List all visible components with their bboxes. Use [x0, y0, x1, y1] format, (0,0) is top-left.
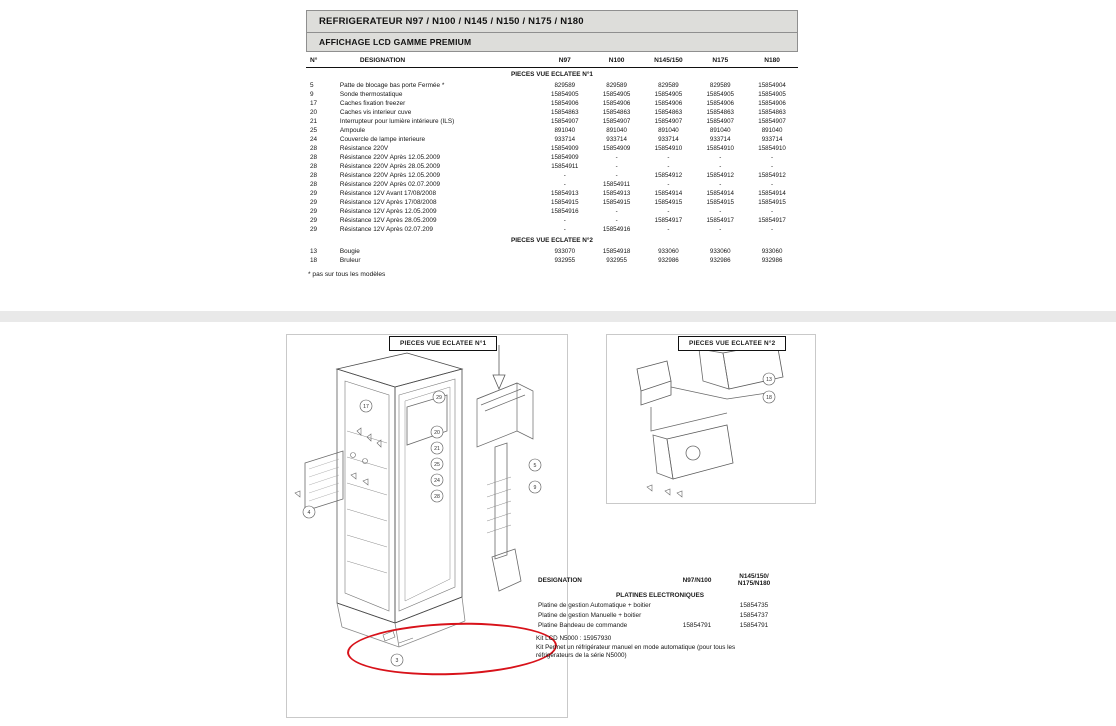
elec-header-row	[536, 572, 784, 589]
row-ref-value: 933714	[606, 136, 627, 143]
elec-row-value-n145: 15854791	[739, 621, 769, 629]
svg-text:13: 13	[766, 377, 772, 383]
row-ref-value: -	[563, 172, 566, 179]
elec-table-row	[536, 620, 784, 630]
row-ref-value: 932986	[761, 257, 783, 264]
row-ref-value: -	[667, 181, 670, 188]
table-row	[306, 108, 798, 117]
row-ref-value: 15854913	[551, 190, 579, 197]
table-row	[306, 126, 798, 135]
table-row	[306, 117, 798, 126]
svg-text:24: 24	[434, 478, 440, 484]
document-subtitle: AFFICHAGE LCD GAMME PREMIUM	[306, 33, 798, 52]
row-ref-value: 15854915	[551, 199, 579, 206]
col-header-designation: DESIGNATION	[336, 55, 539, 68]
row-ref-value: 15854913	[602, 190, 631, 197]
table-row	[306, 247, 798, 256]
row-designation: Caches fixation freezer	[339, 100, 406, 107]
row-ref-value: 15854906	[706, 100, 734, 107]
table-section-label: PIECES VUE ECLATEE N°2	[511, 237, 593, 244]
row-ref-value: 15854911	[603, 181, 631, 188]
row-ref-value: 932986	[658, 257, 679, 264]
table-section-label: PIECES VUE ECLATEE N°1	[511, 71, 593, 78]
row-ref-value: 932986	[709, 257, 731, 264]
row-ref-value: 15854916	[602, 226, 631, 233]
elec-section-header	[536, 589, 784, 601]
row-ref-value: -	[667, 154, 670, 161]
row-ref-value: 15854918	[602, 248, 631, 255]
row-ref-value: 15854909	[551, 154, 579, 161]
electronics-table	[536, 572, 784, 630]
row-ref-value: 15854911	[551, 163, 579, 170]
row-ref-value: 15854915	[602, 199, 631, 206]
row-ref-value: 15854915	[758, 199, 786, 206]
row-ref-value: 15854912	[758, 172, 786, 179]
svg-text:28: 28	[434, 494, 440, 500]
row-number: 9	[310, 91, 314, 98]
elec-col-line1: N145/150/	[739, 573, 769, 580]
row-ref-value: -	[615, 163, 618, 170]
row-ref-value: 933060	[761, 248, 783, 255]
row-designation: Patte de blocage bas porte Fermée *	[339, 82, 445, 89]
elec-col-n97-n100: N97/N100	[682, 576, 712, 584]
row-ref-value: 15854863	[551, 109, 579, 116]
row-designation: Résistance 12V Après 12.05.2009	[339, 208, 437, 215]
row-ref-value: 933714	[554, 136, 576, 143]
table-row	[306, 198, 798, 207]
col-header-n175: N175	[694, 55, 746, 68]
row-number: 20	[310, 109, 318, 116]
svg-text:4: 4	[307, 510, 311, 516]
row-ref-value: 15854906	[551, 100, 579, 107]
row-ref-value: 15854863	[758, 109, 786, 116]
row-number: 28	[310, 172, 318, 179]
row-ref-value: 15854906	[654, 100, 683, 107]
row-designation: Couvercle de lampe interieure	[339, 136, 426, 143]
elec-col-n145-n180	[724, 572, 784, 589]
row-ref-value: -	[667, 208, 670, 215]
row-ref-value: -	[771, 163, 774, 170]
row-designation: Résistance 220V Après 12.05.2009	[339, 154, 441, 161]
row-ref-value: 15854907	[758, 118, 786, 125]
row-designation: Résistance 12V Après 17/08/2008	[339, 199, 437, 206]
row-ref-value: 15854863	[706, 109, 734, 116]
svg-text:20: 20	[434, 430, 440, 436]
table-section-header	[306, 68, 798, 82]
row-number: 24	[310, 136, 318, 143]
row-number: 28	[310, 154, 318, 161]
row-ref-value: 15854912	[706, 172, 734, 179]
row-ref-value: 15854863	[654, 109, 683, 116]
row-designation: Résistance 220V	[339, 145, 389, 152]
panel-2-label: PIECES VUE ECLATEE N°2	[678, 336, 786, 351]
row-ref-value: 933714	[709, 136, 731, 143]
row-designation: Ampoule	[339, 127, 366, 134]
table-row	[306, 207, 798, 216]
row-designation: Résistance 12V Après 02.07.209	[339, 226, 433, 233]
row-ref-value: 15854907	[706, 118, 734, 125]
row-ref-value: 933714	[761, 136, 783, 143]
row-ref-value: 15854904	[758, 82, 786, 89]
row-ref-value: 15854910	[758, 145, 786, 152]
diagram-panel-2	[606, 334, 816, 504]
row-number: 28	[310, 181, 318, 188]
col-header-num: N°	[306, 55, 336, 68]
row-ref-value: 829589	[606, 82, 627, 89]
row-ref-value: 15854916	[551, 208, 579, 215]
row-ref-value: 15854910	[706, 145, 734, 152]
row-ref-value: 15854863	[602, 109, 631, 116]
row-designation: Résistance 220V Après 12.05.2009	[339, 172, 441, 179]
kit-note	[536, 635, 784, 661]
row-ref-value: 15854912	[654, 172, 683, 179]
svg-text:9: 9	[533, 485, 537, 491]
row-ref-value: -	[771, 208, 774, 215]
row-ref-value: -	[615, 217, 618, 224]
row-ref-value: -	[615, 154, 618, 161]
row-number: 29	[310, 226, 318, 233]
row-number: 13	[310, 248, 318, 255]
section-divider	[0, 311, 1116, 322]
document-title: REFRIGERATEUR N97 / N100 / N145 / N150 / N175 / N180	[306, 10, 798, 33]
row-ref-value: 15854905	[654, 91, 683, 98]
col-header-n180: N180	[746, 55, 798, 68]
table-row	[306, 180, 798, 189]
row-number: 18	[310, 257, 318, 264]
row-ref-value: 15854910	[654, 145, 683, 152]
elec-section-label: PLATINES ELECTRONIQUES	[616, 591, 704, 599]
row-ref-value: 15854905	[706, 91, 734, 98]
row-ref-value: -	[719, 226, 722, 233]
row-designation: Bougie	[339, 248, 360, 255]
row-ref-value: -	[719, 181, 722, 188]
table-header-row	[306, 55, 798, 68]
row-ref-value: 15854907	[602, 118, 631, 125]
row-ref-value: -	[563, 181, 566, 188]
row-ref-value: -	[719, 163, 722, 170]
elec-row-designation: Platine de gestion Manuelle + boitier	[538, 611, 642, 619]
row-ref-value: 15854906	[758, 100, 786, 107]
table-row	[306, 153, 798, 162]
parts-table	[306, 55, 798, 265]
row-ref-value: 891040	[761, 127, 783, 134]
row-ref-value: 829589	[709, 82, 731, 89]
row-designation: Interrupteur pour lumière intérieure (ILS)	[339, 118, 455, 125]
row-designation: Bruleur	[339, 257, 361, 264]
row-number: 25	[310, 127, 318, 134]
table-row	[306, 144, 798, 153]
row-number: 28	[310, 145, 318, 152]
elec-table-row	[536, 600, 784, 610]
svg-text:29: 29	[436, 395, 442, 401]
svg-text:25: 25	[434, 462, 440, 468]
table-row	[306, 81, 798, 90]
table-section-header	[306, 234, 798, 247]
elec-col-designation: DESIGNATION	[538, 576, 582, 584]
row-designation: Résistance 220V Après 02.07.2009	[339, 181, 441, 188]
row-number: 5	[310, 82, 314, 89]
row-ref-value: 891040	[554, 127, 576, 134]
row-ref-value: 15854917	[654, 217, 683, 224]
kit-note-line-1: Kit LCD N5000 : 15957930	[536, 635, 612, 643]
row-ref-value: 933070	[554, 248, 576, 255]
table-row	[306, 189, 798, 198]
row-ref-value: 15854917	[706, 217, 734, 224]
row-ref-value: -	[771, 226, 774, 233]
row-ref-value: 891040	[709, 127, 731, 134]
row-ref-value: -	[563, 226, 566, 233]
row-ref-value: -	[563, 217, 566, 224]
row-ref-value: 15854906	[602, 100, 631, 107]
row-ref-value: 891040	[658, 127, 679, 134]
row-ref-value: 15854914	[758, 190, 786, 197]
row-designation: Résistance 12V Avant 17/08/2008	[339, 190, 437, 197]
svg-text:17: 17	[363, 404, 369, 410]
table-row	[306, 90, 798, 99]
row-number: 17	[310, 100, 318, 107]
electronics-table-block	[536, 572, 784, 661]
row-ref-value: 933060	[709, 248, 731, 255]
table-row	[306, 99, 798, 108]
row-designation: Résistance 220V Après 28.05.2009	[339, 163, 441, 170]
col-header-n100: N100	[591, 55, 643, 68]
row-ref-value: 932955	[554, 257, 576, 264]
kit-note-line-2: Kit Permet un réfrigérateur manuel en mode automatique (pour tous les	[536, 643, 736, 651]
row-ref-value: 15854914	[706, 190, 734, 197]
electronics-table-body	[536, 589, 784, 631]
row-ref-value: 15854907	[654, 118, 683, 125]
elec-row-value-n145: 15854737	[739, 611, 769, 619]
row-designation: Résistance 12V Après 28.05.2009	[339, 217, 437, 224]
table-row	[306, 162, 798, 171]
table-row	[306, 225, 798, 234]
row-number: 29	[310, 190, 318, 197]
table-footnote: * pas sur tous les modèles	[308, 271, 386, 278]
elec-row-value-n145: 15854735	[739, 601, 769, 609]
row-ref-value: 15854915	[706, 199, 734, 206]
row-number: 21	[310, 118, 318, 125]
row-ref-value: 15854907	[551, 118, 579, 125]
row-number: 29	[310, 199, 318, 206]
diagram-panel-1	[286, 334, 568, 718]
svg-text:21: 21	[434, 446, 440, 452]
table-row	[306, 171, 798, 180]
row-number: 28	[310, 163, 318, 170]
elec-row-value-n97	[670, 600, 724, 610]
row-ref-value: 933060	[658, 248, 679, 255]
elec-row-value-n97: 15854791	[682, 621, 712, 629]
svg-text:3: 3	[395, 658, 399, 664]
row-ref-value: 932955	[606, 257, 627, 264]
row-ref-value: -	[615, 172, 618, 179]
row-ref-value: -	[719, 154, 722, 161]
elec-row-value-n97	[670, 610, 724, 620]
row-designation: Caches vis interieur cuve	[339, 109, 412, 116]
elec-row-designation: Platine de gestion Automatique + boitier	[538, 601, 651, 609]
row-ref-value: 15854909	[602, 145, 631, 152]
row-ref-value: 15854917	[758, 217, 786, 224]
svg-text:5: 5	[533, 463, 537, 469]
row-ref-value: -	[771, 154, 774, 161]
elec-table-row	[536, 610, 784, 620]
row-ref-value: 15854914	[654, 190, 683, 197]
row-ref-value: 829589	[554, 82, 576, 89]
row-ref-value: 15854909	[551, 145, 579, 152]
row-ref-value: -	[719, 208, 722, 215]
parts-table-body	[306, 68, 798, 266]
row-ref-value: 933714	[658, 136, 679, 143]
row-number: 29	[310, 217, 318, 224]
row-ref-value: 15854915	[654, 199, 683, 206]
row-ref-value: 891040	[606, 127, 627, 134]
row-ref-value: 15854905	[602, 91, 631, 98]
row-ref-value: 829589	[658, 82, 679, 89]
elec-row-designation: Platine Bandeau de commande	[538, 621, 628, 629]
svg-text:18: 18	[766, 395, 772, 401]
col-header-n145-150: N145/150	[643, 55, 695, 68]
col-header-n97: N97	[539, 55, 591, 68]
panel-1-label: PIECES VUE ECLATEE N°1	[389, 336, 497, 351]
elec-col-line2: N175/N180	[737, 580, 771, 588]
kit-note-line-3: réfrigérateurs de la série N5000)	[536, 652, 627, 660]
row-ref-value: 15854905	[551, 91, 579, 98]
table-row	[306, 256, 798, 265]
row-ref-value: -	[667, 163, 670, 170]
parts-table-block	[306, 10, 798, 278]
row-ref-value: -	[615, 208, 618, 215]
burner-line-art	[607, 335, 815, 503]
row-ref-value: -	[771, 181, 774, 188]
row-ref-value: 15854905	[758, 91, 786, 98]
table-row	[306, 135, 798, 144]
row-number: 29	[310, 208, 318, 215]
row-designation: Sonde thermostatique	[339, 91, 403, 98]
table-row	[306, 216, 798, 225]
row-ref-value: -	[667, 226, 670, 233]
